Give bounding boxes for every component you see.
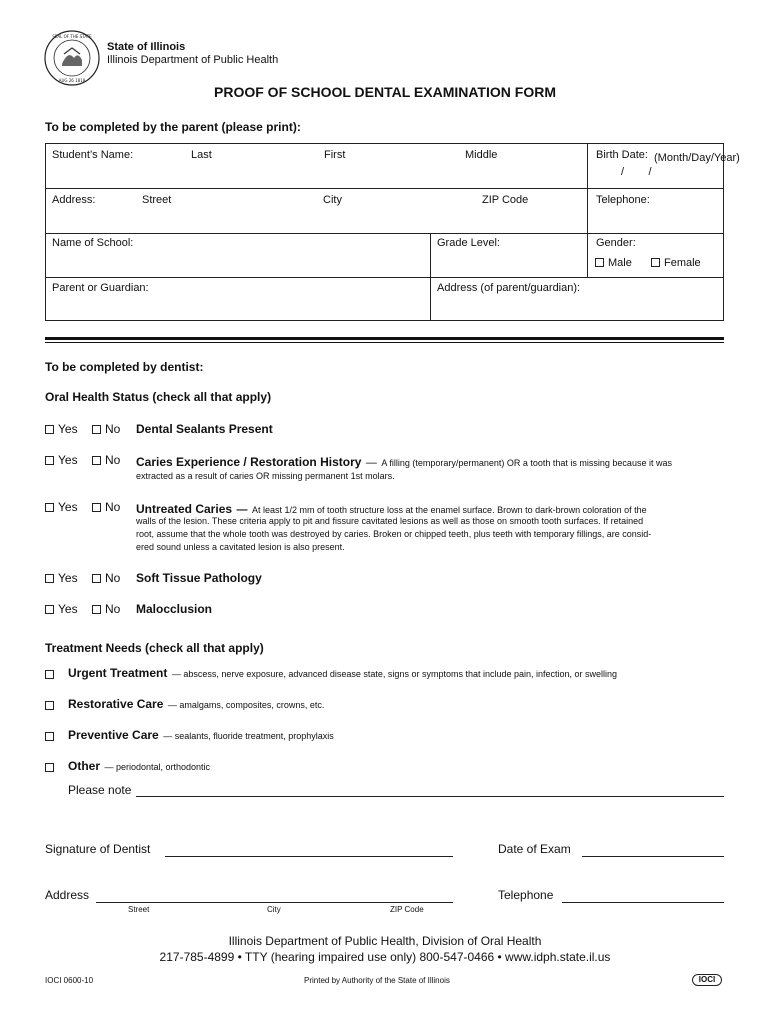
yes-label: Yes [58, 571, 78, 585]
preventive-care-option[interactable] [45, 727, 58, 745]
zip-label: ZIP Code [482, 194, 529, 206]
male-label: Male [608, 257, 632, 269]
caries-history-yes[interactable] [45, 453, 78, 467]
checkbox[interactable] [45, 503, 54, 512]
middle-name-label: Middle [465, 149, 498, 161]
dentist-signature-input[interactable] [165, 856, 453, 857]
female-label: Female [664, 257, 701, 269]
svg-text:SEAL OF THE STATE: SEAL OF THE STATE [52, 34, 92, 39]
checkbox[interactable] [45, 574, 54, 583]
caries-history-dash: — [365, 457, 377, 469]
female-checkbox[interactable] [651, 258, 660, 267]
yes-label: Yes [58, 602, 78, 616]
street-label: Street [142, 194, 172, 206]
birth-date-label: Birth Date: [596, 149, 648, 161]
ioci-logo: IOCI [692, 974, 722, 986]
restorative-care-desc: — amalgams, composites, crowns, etc. [167, 700, 325, 710]
untreated-caries-desc4: ered sound unless a cavitated lesion is also present. [136, 542, 345, 552]
urgent-treatment-option[interactable] [45, 665, 58, 683]
urgent-treatment-title: Urgent Treatment [68, 666, 168, 680]
exam-date-label: Date of Exam [498, 842, 571, 856]
urgent-treatment-desc: — abscess, nerve exposure, advanced disease state, signs or symptoms that include pain, infection, or swelling [171, 669, 618, 679]
female-option[interactable] [651, 257, 701, 269]
malocclusion-no[interactable] [92, 602, 120, 616]
dentist-telephone-input[interactable] [562, 902, 724, 903]
checkbox[interactable] [45, 605, 54, 614]
sealants-yes[interactable] [45, 422, 78, 436]
telephone-label: Telephone: [596, 194, 650, 206]
checkbox[interactable] [45, 670, 54, 679]
department-name: Illinois Department of Public Health [107, 54, 279, 66]
checkbox[interactable] [45, 425, 54, 434]
other-treatment-title: Other [68, 759, 101, 773]
male-option[interactable] [595, 257, 632, 269]
first-name-label: First [324, 149, 346, 161]
restorative-care-option[interactable] [45, 696, 58, 714]
checkbox[interactable] [92, 503, 101, 512]
checkbox[interactable] [92, 456, 101, 465]
state-seal-logo [44, 30, 100, 86]
yes-label: Yes [58, 453, 78, 467]
preventive-care-title: Preventive Care [68, 728, 159, 742]
yes-label: Yes [58, 422, 78, 436]
city-label: City [323, 194, 342, 206]
caries-history-desc2: extracted as a result of caries OR missing permanent 1st molars. [136, 471, 395, 481]
student-name-label: Student’s Name: [52, 149, 134, 161]
sealants-no[interactable] [92, 422, 120, 436]
caries-history-item [136, 453, 726, 471]
untreated-caries-desc3: root, assume that the whole tooth was destroyed by caries. Broken or chipped teeth, plus teeth with temporary fillings, are consid- [136, 529, 652, 539]
parent-section-heading: To be completed by the parent (please print): [45, 120, 301, 134]
grade-label: Grade Level: [437, 237, 500, 249]
svg-text:AUG 26 1818: AUG 26 1818 [58, 78, 86, 83]
no-label: No [105, 422, 121, 436]
section-divider-thin [45, 342, 724, 343]
soft-tissue-no[interactable] [92, 571, 120, 585]
no-label: No [105, 500, 121, 514]
gender-label: Gender: [596, 237, 636, 249]
checkbox[interactable] [92, 574, 101, 583]
other-treatment-desc: — periodontal, orthodontic [104, 762, 211, 772]
treatment-heading: Treatment Needs (check all that apply) [45, 641, 264, 655]
grid-divider [46, 188, 723, 189]
caries-history-title: Caries Experience / Restoration History [136, 455, 362, 469]
male-checkbox[interactable] [595, 258, 604, 267]
untreated-caries-desc: At least 1/2 mm of tooth structure loss at the enamel surface. Brown to dark-brown coloration of the [251, 505, 647, 515]
sealants-title: Dental Sealants Present [136, 422, 273, 436]
footer-contact: 217-785-4899 • TTY (hearing impaired use only) 800-547-0466 • www.idph.state.il.us [159, 950, 611, 964]
no-label: No [105, 602, 121, 616]
dentist-section-heading: To be completed by dentist: [45, 360, 204, 374]
checkbox[interactable] [92, 605, 101, 614]
urgent-treatment-item [68, 664, 617, 682]
untreated-caries-desc2: walls of the lesion. These criteria apply to pit and fissure cavitated lesions as well as those on smooth tooth surfaces. If retained [136, 516, 644, 526]
other-treatment-option[interactable] [45, 758, 58, 776]
untreated-caries-yes[interactable] [45, 500, 78, 514]
parent-info-grid [45, 143, 740, 321]
checkbox[interactable] [45, 763, 54, 772]
untreated-caries-dash: — [236, 504, 248, 516]
address-city-caption: City [267, 905, 281, 914]
birth-date-slashes: / / [621, 166, 652, 178]
malocclusion-title: Malocclusion [136, 602, 213, 616]
checkbox[interactable] [92, 425, 101, 434]
yes-label: Yes [58, 500, 78, 514]
no-label: No [105, 453, 121, 467]
form-id: IOCI 0600-10 [45, 976, 94, 985]
address-zip-caption: ZIP Code [390, 905, 424, 914]
soft-tissue-title: Soft Tissue Pathology [136, 571, 262, 585]
address-street-caption: Street [128, 905, 150, 914]
restorative-care-item [68, 695, 324, 713]
section-divider [45, 337, 724, 340]
school-label: Name of School: [52, 237, 134, 249]
grid-divider [46, 277, 723, 278]
checkbox[interactable] [45, 732, 54, 741]
untreated-caries-title: Untreated Caries [136, 502, 233, 516]
restorative-care-title: Restorative Care [68, 697, 164, 711]
soft-tissue-yes[interactable] [45, 571, 78, 585]
birth-date-format: (Month/Day/Year) [654, 152, 740, 164]
caries-history-no[interactable] [92, 453, 120, 467]
please-note-input[interactable] [136, 796, 724, 797]
state-name: State of Illinois [107, 41, 186, 53]
preventive-care-desc: — sealants, fluoride treatment, prophylaxis [163, 731, 334, 741]
dentist-telephone-label: Telephone [498, 888, 554, 902]
malocclusion-yes[interactable] [45, 602, 78, 616]
form-title: PROOF OF SCHOOL DENTAL EXAMINATION FORM [214, 84, 556, 100]
last-name-label: Last [191, 149, 212, 161]
dentist-address-label: Address [45, 888, 90, 902]
grid-divider [46, 233, 723, 234]
dentist-address-input[interactable] [96, 902, 453, 903]
no-label: No [105, 571, 121, 585]
dentist-signature-label: Signature of Dentist [45, 842, 151, 856]
other-treatment-item [68, 757, 210, 775]
address-label: Address: [52, 194, 96, 206]
grid-divider [587, 144, 588, 277]
untreated-caries-no[interactable] [92, 500, 120, 514]
footer-department: Illinois Department of Public Health, Division of Oral Health [228, 934, 542, 948]
guardian-address-label: Address (of parent/guardian): [437, 282, 581, 294]
please-note-label: Please note [68, 783, 132, 797]
checkbox[interactable] [45, 701, 54, 710]
preventive-care-item [68, 726, 334, 744]
printed-by: Printed by Authority of the State of Illinois [304, 976, 450, 985]
caries-history-desc: A filling (temporary/permanent) OR a tooth that is missing because it was [381, 458, 672, 468]
guardian-label: Parent or Guardian: [52, 282, 149, 294]
checkbox[interactable] [45, 456, 54, 465]
exam-date-input[interactable] [582, 856, 724, 857]
grid-divider [430, 233, 431, 321]
oral-health-heading: Oral Health Status (check all that apply) [45, 390, 272, 404]
